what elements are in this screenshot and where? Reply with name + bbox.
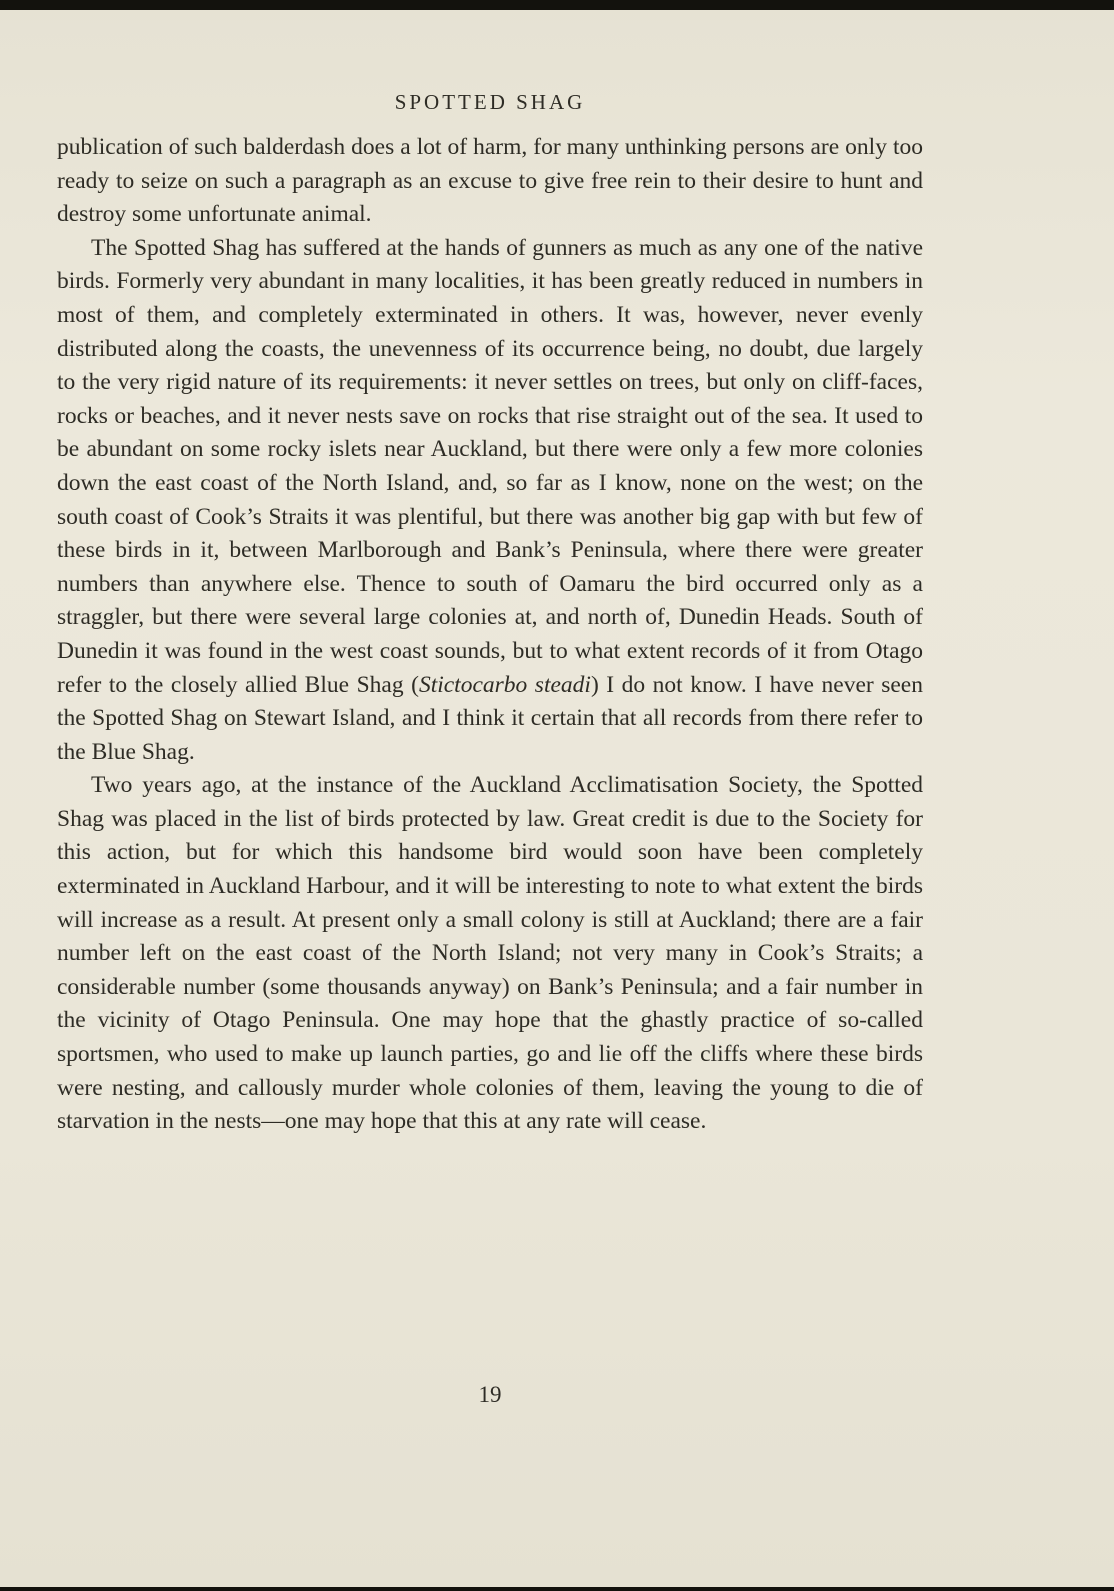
body-text: The Spotted Shag has suffered at the hands of gunners as much as any one of the native birds. Formerly very abundant in many localities, it has been greatly reduced in numbers in most of them, and completely exterminated in others. It was, however, never evenly distributed along the coasts, the unevenness of its occurrence being, no doubt, due largely to the very rigid nature of its requirements: it never settles on trees, but only on cliff-faces, rocks or beaches, and it never nests save on rocks that rise straight out of the sea. It used to be abundant on some rocky islets near Auckland, but there were only a few more colonies down the east coast of the North Island, and, so far as I know, none on the west; on the south coast of Cook’s Straits it was plentiful, but there was another big gap with but few of these birds in it, between Marlborough and Bank’s Peninsula, where there were greater numbers than anywhere else. Thence to south of Oamaru the bird occurred only as a straggler, but there were several large colonies at, and north of, Dunedin Heads. South of Dunedin it was found in the west coast sounds, but to what extent records of it from Otago refer to the closely allied Blue Shag ( [57,234,923,698]
page-number: 19 [478,1382,502,1407]
body-text: publication of such balderdash does a lot of harm, for many unthinking persons are only too ready to seize on such a paragraph as an excuse to give free rein to their desire to hunt and destroy some unfortunate animal. [57,134,923,228]
paragraph [57,131,923,232]
italic-species-name: Stictocarbo steadi [418,671,591,698]
paragraph [57,769,923,1139]
body-text: ) I do not know. I have never seen the Spotted Shag on Stewart Island, and I think it certain that all records from there refer to the Blue Shag. [57,671,923,765]
body-text: Two years ago, at the instance of the Auckland Acclimatisation Society, the Spotted Shag was placed in the list of birds protected by law. Great credit is due to the Society for this action, but for which this handsome bird would soon have been completely exterminated in Auckland Harbour, and it will be interesting to note to what extent the birds will increase as a result. At present only a small colony is still at Auckland; there are a fair number left on the east coast of the North Island; not very many in Cook’s Straits; a considerable number (some thousands anyway) on Bank’s Peninsula; and a fair number in the vicinity of Otago Peninsula. One may hope that the ghastly practice of so-called sportsmen, who used to make up launch parties, go and lie off the cliffs where these birds were nesting, and callously murder whole colonies of them, leaving the young to die of starvation in the nests—one may hope that this at any rate will cease. [57,772,923,1135]
book-page [57,0,923,1591]
paragraph [57,232,923,770]
text-block [57,131,923,1139]
scan-edge-bottom [0,1587,1114,1591]
running-header: SPOTTED SHAG [394,90,586,114]
